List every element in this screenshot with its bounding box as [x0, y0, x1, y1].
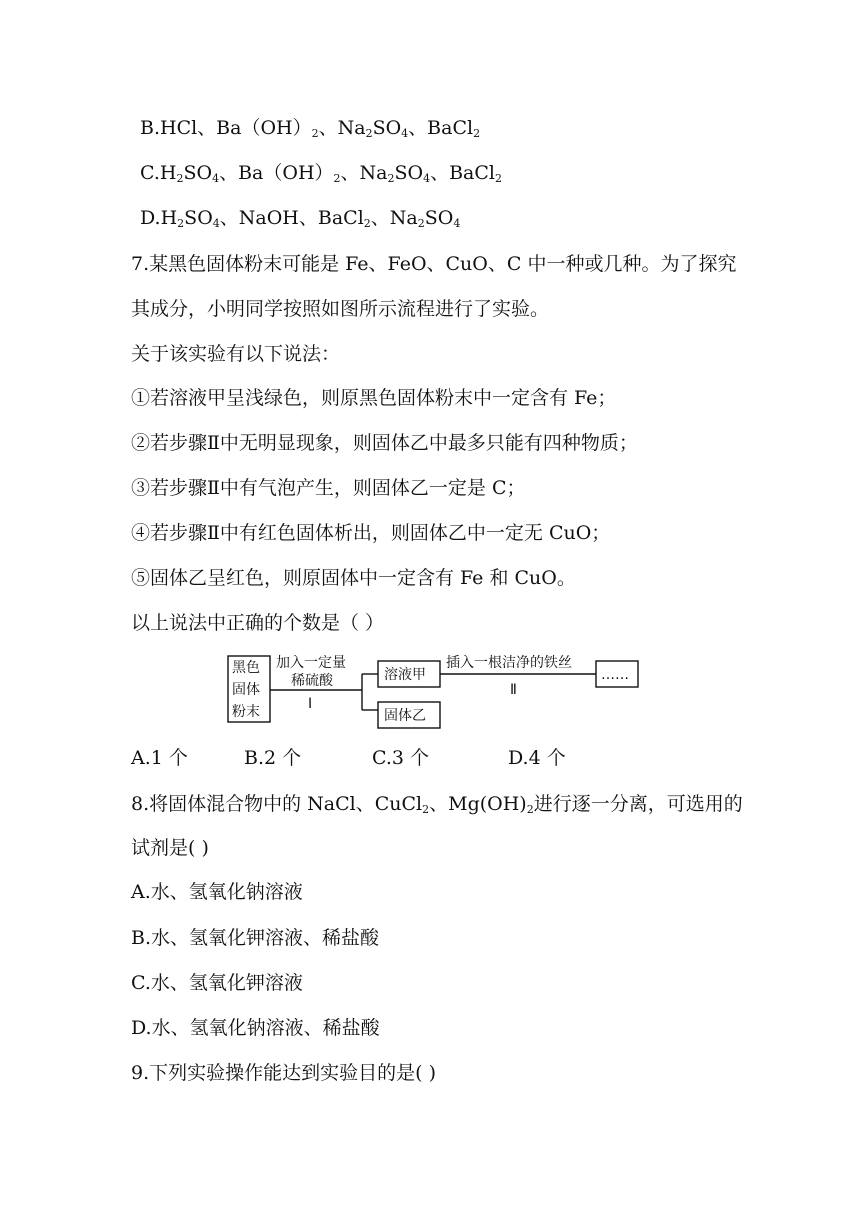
solid-label: 固体乙: [384, 708, 426, 724]
q7-statement-2: ②若步骤Ⅱ中无明显现象，则固体乙中最多只能有四种物质；: [131, 432, 638, 454]
q8-option-b: B.水、氢氧化钾溶液、稀盐酸: [131, 927, 380, 949]
q6-option-c: $C.H_2SO_4$、$Ba(OH)_2$、$Na_2SO_4$、BaCl$_2$: [140, 162, 502, 185]
start-box-line2: 固体: [232, 682, 260, 698]
start-box-line1: 黑色: [232, 660, 260, 676]
q6-option-d: $D.H_2SO_4$、NaOH、BaCl$_2$、$Na_2SO_4$: [140, 207, 461, 230]
q7-statement-1: ①若溶液甲呈浅绿色，则原黑色固体粉末中一定含有 Fe；: [131, 387, 617, 409]
q7-stem-line2: 其成分，小明同学按照如图所示流程进行了实验。: [131, 298, 550, 320]
q7-statement-5: ⑤固体乙呈红色，则原固体中一定含有 Fe 和 CuO。: [131, 567, 576, 589]
solution-label: 溶液甲: [384, 667, 426, 683]
q7-statement-3: ③若步骤Ⅱ中有气泡产生，则固体乙一定是 C；: [131, 477, 526, 499]
q6-option-b: B.HCl、$Ba(OH)_2$、$Na_2SO_4$、BaCl$_2$: [140, 117, 481, 140]
q8-option-c: C.水、氢氧化钾溶液: [131, 972, 303, 994]
step1-label-1: 加入一定量: [276, 655, 346, 671]
q7-choice-d: D.4 个: [508, 747, 566, 769]
experiment-flowchart: [224, 652, 644, 730]
step1-label-2: 稀硫酸: [291, 673, 333, 689]
end-label: ……: [601, 667, 629, 683]
q7-question: 以上说法中正确的个数是（ ）: [131, 612, 385, 634]
q7-choice-a: A.1 个: [131, 747, 188, 769]
start-box-line3: 粉末: [232, 704, 260, 720]
q7-choice-b: B.2 个: [244, 747, 302, 769]
step2-label: 插入一根洁净的铁丝: [446, 655, 572, 671]
q8-option-a: A.水、氢氧化钠溶液: [131, 881, 303, 903]
q7-stem-line1: 7.某黑色固体粉末可能是 Fe、FeO、CuO、C 中一种或几种。为了探究: [131, 253, 737, 275]
q8-stem-line2: 试剂是( ): [131, 837, 209, 859]
q8-option-d: D.水、氢氧化钠溶液、稀盐酸: [131, 1017, 380, 1039]
q7-choice-c: C.3 个: [372, 747, 430, 769]
q7-intro: 关于该实验有以下说法：: [131, 343, 341, 365]
step1-numeral: Ⅰ: [308, 696, 313, 712]
q9-stem: 9.下列实验操作能达到实验目的是( ): [131, 1062, 436, 1084]
q8-stem-line1: 8.将固体混合物中的 NaCl、CuCl$_2$、$Mg(OH)_2$进行逐一分离，可选用的: [131, 793, 743, 816]
step2-numeral: Ⅱ: [510, 682, 517, 698]
q7-statement-4: ④若步骤Ⅱ中有红色固体析出，则固体乙中一定无 CuO；: [131, 522, 611, 544]
